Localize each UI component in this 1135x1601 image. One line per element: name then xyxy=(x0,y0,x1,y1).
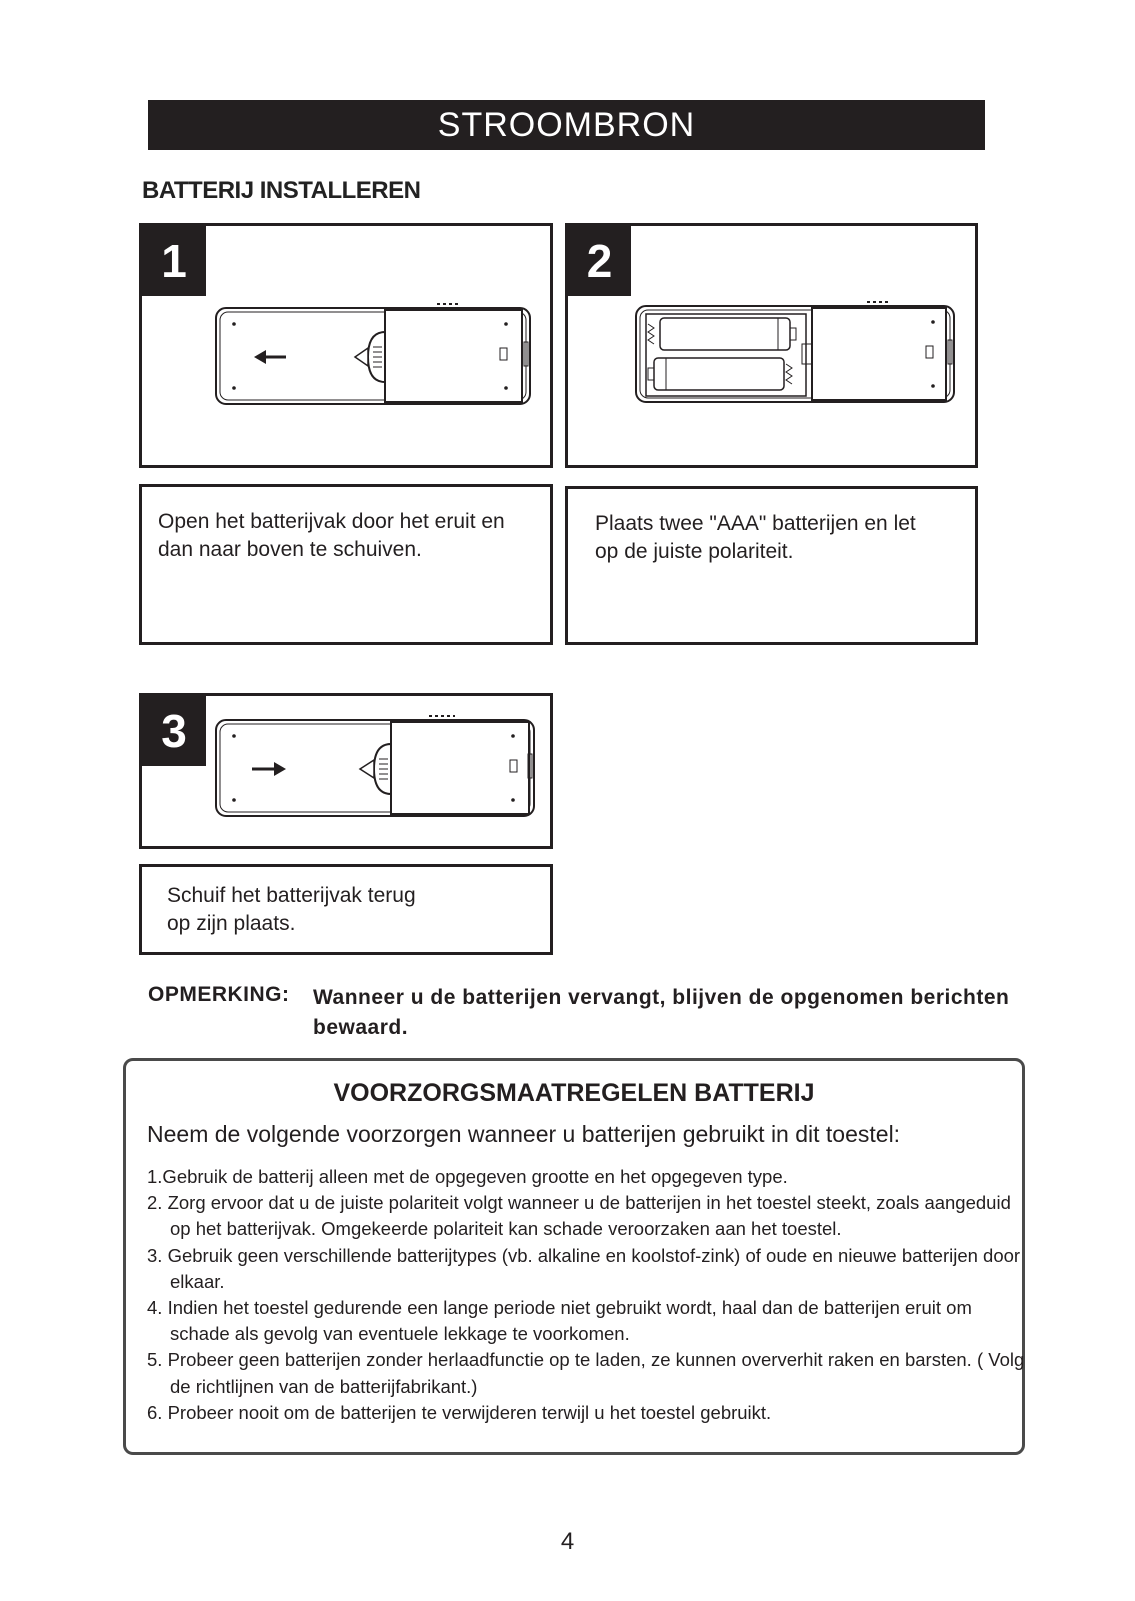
step-1-caption-line-2: dan naar boven te schuiven. xyxy=(158,538,422,561)
section-heading: BATTERIJ INSTALLEREN xyxy=(142,177,421,204)
step-3-caption-box xyxy=(139,864,553,955)
precautions-title: VOORZORGSMAATREGELEN BATTERIJ xyxy=(333,1079,815,1107)
step-2-caption-box xyxy=(565,486,978,645)
step-2-illustration-panel xyxy=(565,223,978,468)
step-3-illustration-panel xyxy=(139,693,553,849)
step-1-number: 1 xyxy=(142,226,206,296)
precaution-item: 3. Gebruik geen verschillende batterijtypes (vb. alkaline en koolstof-zink) of oude en nieuwe batterijen door elkaar. xyxy=(147,1244,1021,1292)
precaution-item: 5. Probeer geen batterijen zonder herlaadfunctie op te laden, ze kunnen oververhit raken en barsten. ( Volg de richtlijnen van de batterijfabrikant.) xyxy=(147,1349,1025,1397)
precaution-item: 4. Indien het toestel gedurende een lange periode niet gebruikt wordt, haal dan de batterijen eruit om schade als gevolg van eventuele lekkage te voorkomen. xyxy=(147,1297,972,1345)
step-1-caption-line-1: Open het batterijvak door het eruit en xyxy=(158,510,505,533)
step-2-caption-line-2: op de juiste polariteit. xyxy=(595,540,794,563)
battery-precautions-box xyxy=(123,1058,1025,1455)
precautions-list xyxy=(147,1164,1027,1426)
step-3-number: 3 xyxy=(142,696,206,766)
precautions-intro: Neem de volgende voorzorgen wanneer u batterijen gebruikt in dit toestel: xyxy=(147,1121,901,1147)
note-label: OPMERKING: xyxy=(148,983,290,1006)
step-2-number: 2 xyxy=(568,226,631,296)
precaution-item: 6. Probeer nooit om de batterijen te verwijderen terwijl u het toestel gebruikt. xyxy=(147,1401,772,1423)
page-title-bar xyxy=(148,100,985,150)
step-2-caption-line-1: Plaats twee "AAA" batterijen en let xyxy=(595,512,916,535)
remote-batteries-inserted-illustration xyxy=(630,300,960,408)
step-1-illustration-panel xyxy=(139,223,553,468)
precaution-item: 2. Zorg ervoor dat u de juiste polariteit volgt wanneer u de batterijen in het toestel steekt, zoals aangeduid op het batterijvak. Omgekeerde polariteit kan schade veroorzaken aan het toestel. xyxy=(147,1192,1011,1240)
step-3-caption-line-2: op zijn plaats. xyxy=(167,912,296,935)
step-1-caption-box xyxy=(139,484,553,645)
remote-closed-compartment-illustration xyxy=(210,714,540,822)
step-3-caption-line-1: Schuif het batterijvak terug xyxy=(167,884,416,907)
remote-open-compartment-illustration xyxy=(210,302,540,410)
page-number: 4 xyxy=(560,1528,575,1555)
page-title: STROOMBRON xyxy=(437,105,696,144)
note-text: Wanneer u de batterijen vervangt, blijven de opgenomen berichten bewaard. xyxy=(313,986,1010,1039)
precaution-item: 1.Gebruik de batterij alleen met de opgegeven grootte en het opgegeven type. xyxy=(147,1166,788,1187)
